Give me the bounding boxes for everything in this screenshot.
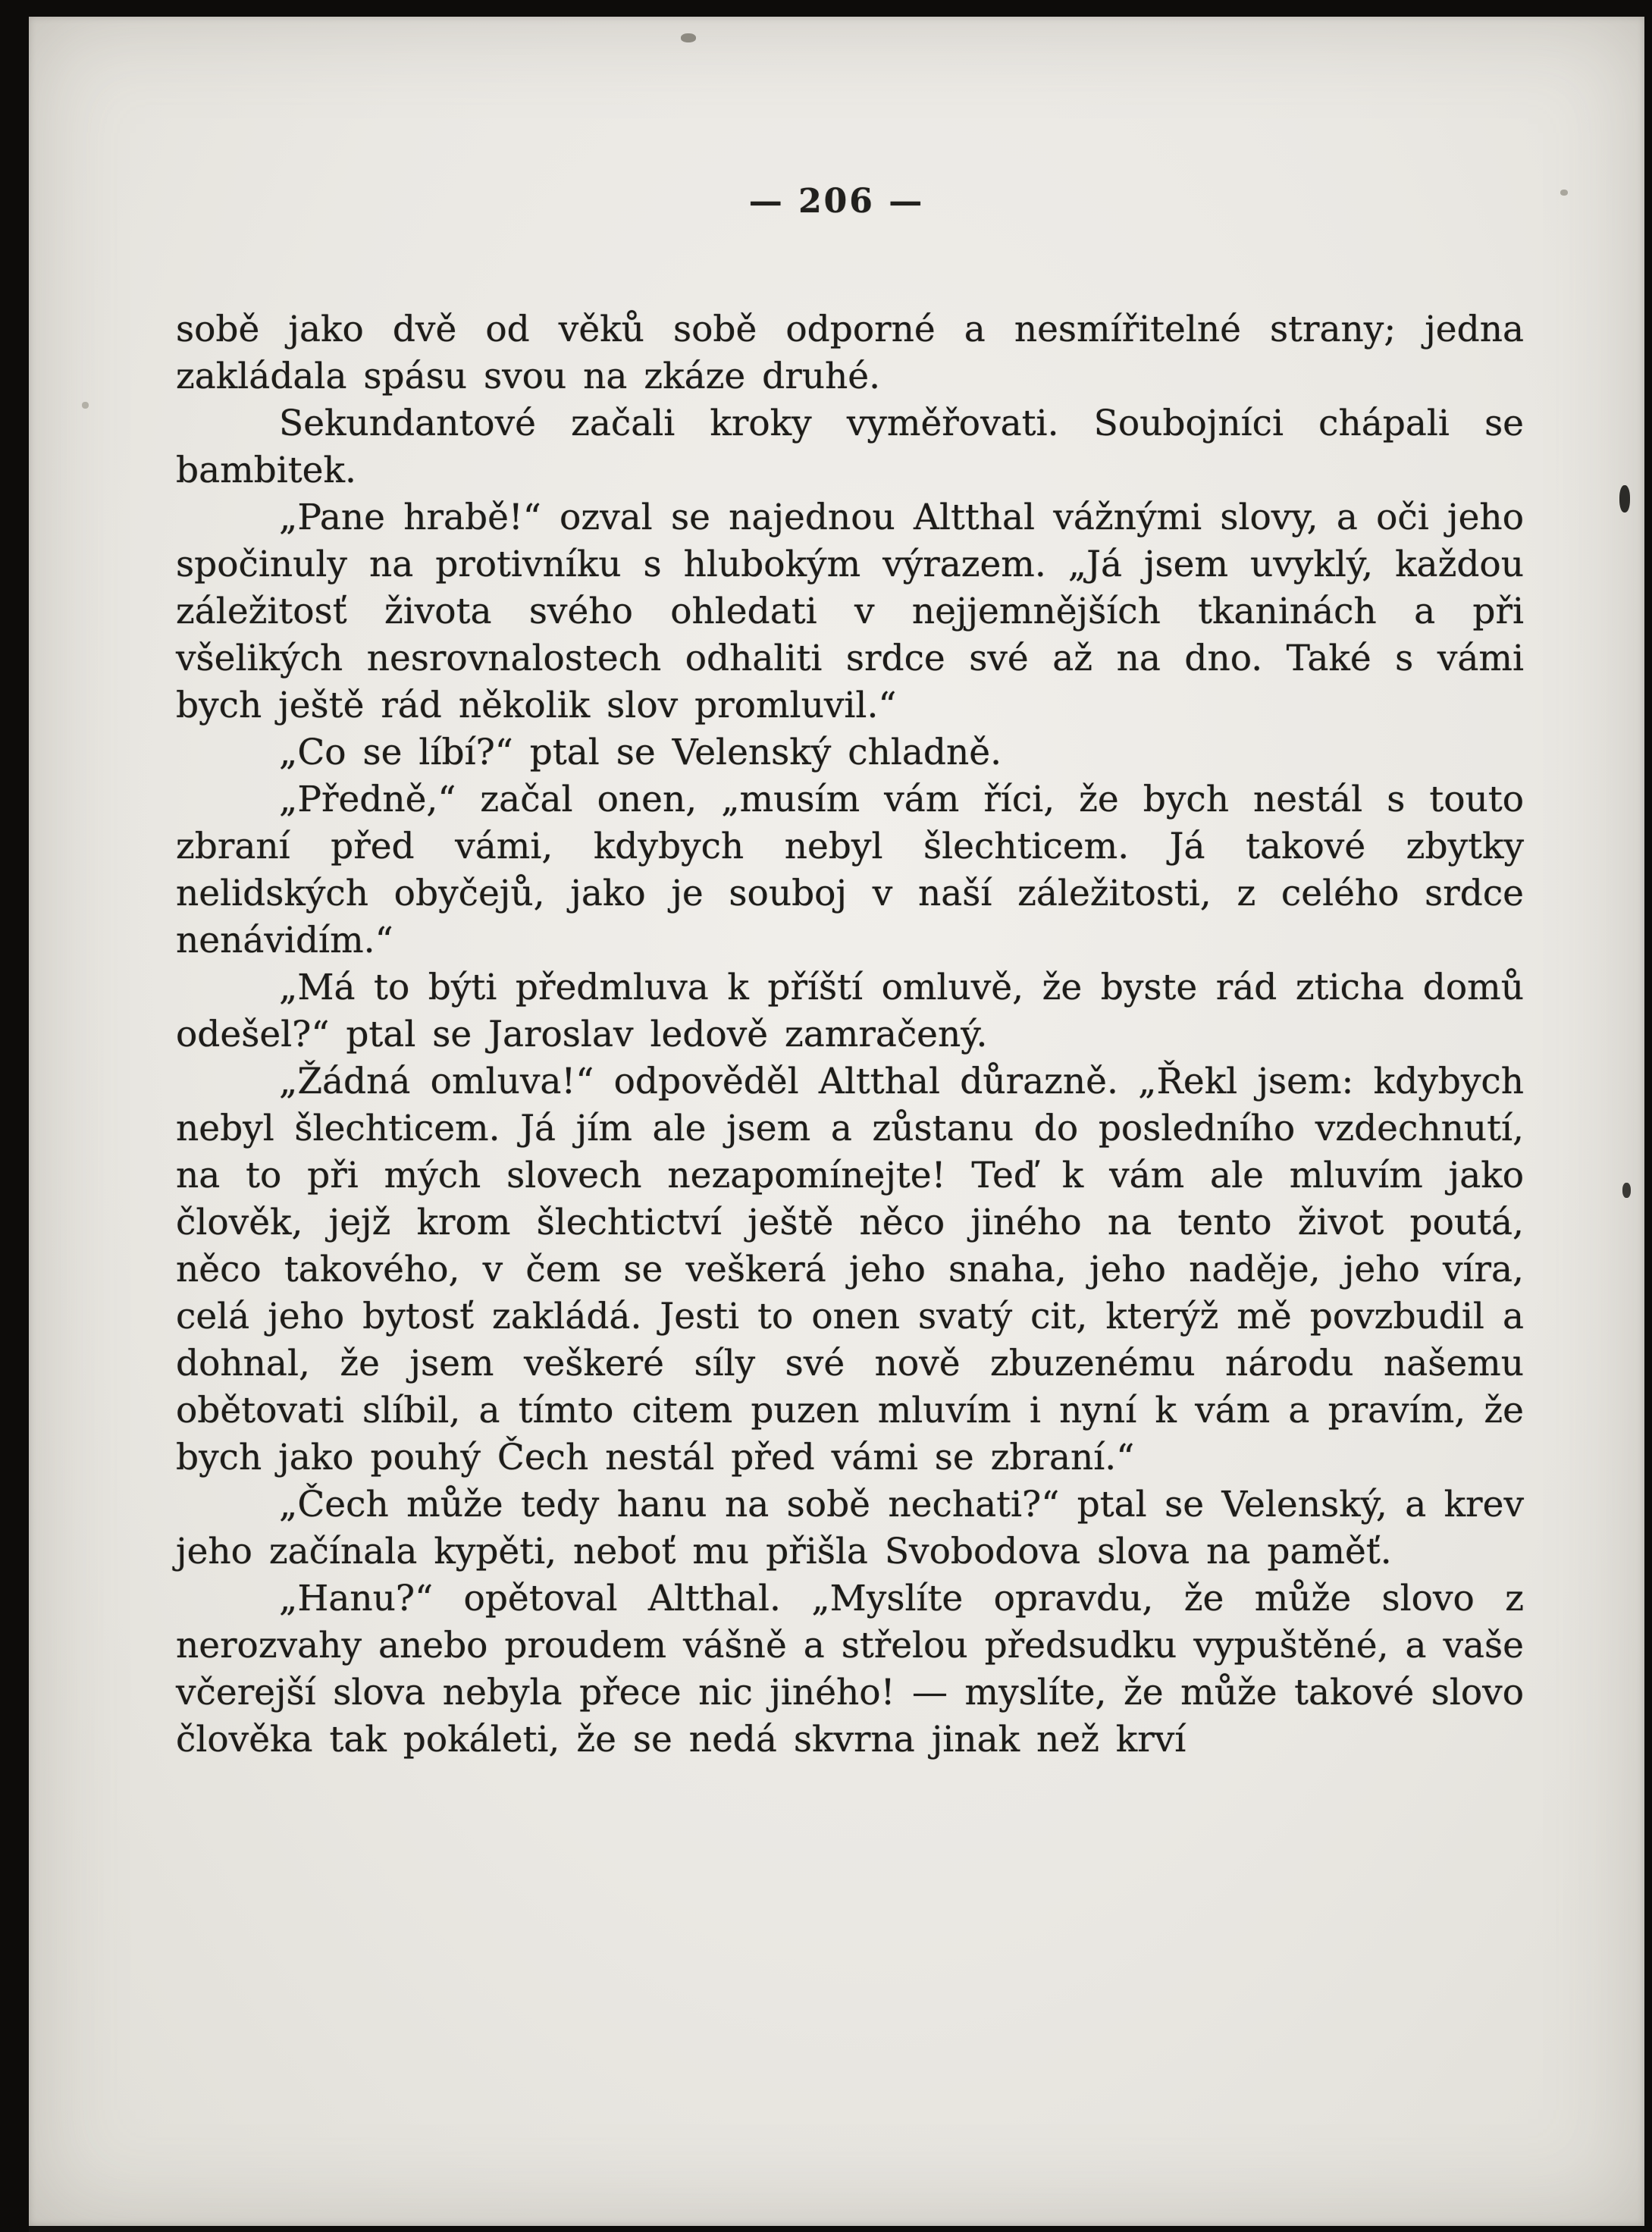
paragraph: „Pane hrabě!“ ozval se najednou Altthal vážnými slovy, a oči jeho spočinuly na protivníku s hlubokým výrazem. „Já jsem uvyklý, každou záležitosť života svého ohledati v nejjemnějších tkaninách a při všelikých nesrovnalostech odhaliti srdce své až na dno. Také s vámi bych ještě rád několik slov promluvil.“ xyxy=(176,497,1524,726)
scan-artifact xyxy=(681,33,696,42)
page-number: — 206 — xyxy=(748,182,925,221)
paragraph: Sekundantové začali kroky vyměřovati. Soubojníci chápali se bambitek. xyxy=(176,403,1524,491)
scan-artifact xyxy=(1622,1183,1631,1198)
scan-artifact xyxy=(29,2226,347,2232)
paragraph: „Čech může tedy hanu na sobě nechati?“ ptal se Velenský, a krev jeho začínala kypěti, neboť mu přišla Svobodova slova na paměť. xyxy=(176,1484,1524,1572)
scan-artifact xyxy=(1619,485,1630,513)
paragraph: „Co se líbí?“ ptal se Velenský chladně. xyxy=(279,732,1002,773)
paragraph: sobě jako dvě od věků sobě odporné a nesmířitelné strany; jedna zakládala spásu svou na zkáze druhé. xyxy=(176,309,1524,397)
paragraph: „Hanu?“ opětoval Altthal. „Myslíte opravdu, že může slovo z nerozvahy anebo proudem vášně a střelou předsudku vypuštěné, a vaše včerejší slova nebyla přece nic jiného! — myslíte, že může takové slovo člověka tak pokáleti, že se nedá skvrna jinak než krví xyxy=(176,1578,1524,1760)
scan-artifact xyxy=(82,402,89,409)
book-page xyxy=(29,17,1644,2226)
page-text xyxy=(176,306,1524,1763)
paragraph: „Žádná omluva!“ odpověděl Altthal důrazně. „Řekl jsem: kdybych nebyl šlechticem. Já jím ale jsem a zůstanu do posledního vzdechnutí, na to při mých slovech nezapomínejte! Teď k vám ale mluvím jako člověk, jejž krom šlechtictví ještě něco jiného na tento život poutá, něco takového, v čem se veškerá jeho snaha, jeho naděje, jeho víra, celá jeho bytosť zakládá. Jesti to onen svatý cit, kterýž mě povzbudil a dohnal, že jsem veškeré síly své nově zbuzenému národu našemu obětovati slíbil, a tímto citem puzen mluvím i nyní k vám a pravím, že bych jako pouhý Čech nestál před vámi se zbraní.“ xyxy=(176,1061,1524,1478)
paragraph: „Má to býti předmluva k příští omluvě, že byste rád zticha domů odešel?“ ptal se Jaroslav ledově zamračený. xyxy=(176,967,1524,1055)
scan-artifact xyxy=(1560,190,1568,196)
paragraph: „Předně,“ začal onen, „musím vám říci, že bych nestál s touto zbraní před vámi, kdybych nebyl šlechticem. Já takové zbytky nelidských obyčejů, jako je souboj v naší záležitosti, z celého srdce nenávidím.“ xyxy=(176,779,1524,961)
